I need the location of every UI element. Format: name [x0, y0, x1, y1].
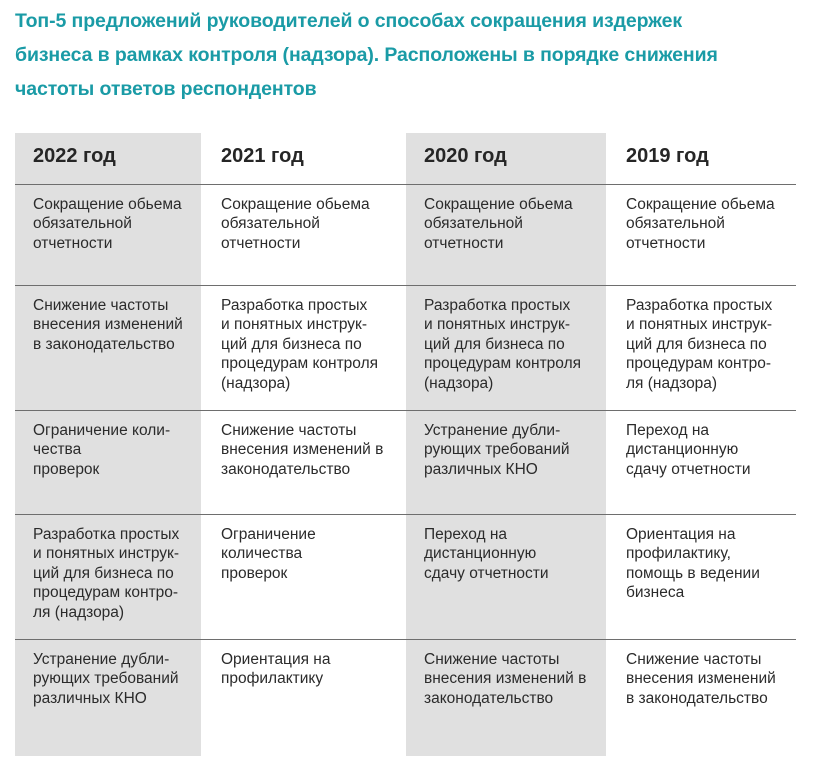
cell-line: внесения изменений [626, 670, 776, 688]
cell-line: Устранение дубли- [33, 651, 170, 668]
table-cell [626, 296, 772, 393]
cell-line: и понятных инструк- [626, 316, 772, 334]
cell-line: различных КНО [424, 460, 538, 478]
cell-line: отчетности [424, 234, 504, 252]
cell-line: рующих требований [424, 441, 570, 459]
cell-line: количества [221, 545, 303, 563]
cell-line: Ограничение коли- [33, 422, 171, 439]
cell-line: обязательной [424, 215, 523, 233]
title-line: бизнеса в рамках контроля (надзора). Расположены в порядке снижения [15, 44, 718, 66]
cell-line: Ограничение [221, 526, 316, 543]
cell-line: помощь в ведении [626, 564, 760, 582]
cell-line: процедурам контро- [626, 355, 772, 373]
cell-line: проверок [221, 564, 288, 582]
cell-line: ций для бизнеса по [221, 335, 362, 353]
cell-line: отчетности [626, 234, 706, 252]
cell-line: законодательство [221, 460, 351, 478]
cell-line: и понятных инструк- [424, 316, 570, 334]
cell-line: Разработка простых [33, 526, 180, 543]
table-cell [424, 195, 573, 253]
table-cell [424, 296, 581, 393]
table-cell [626, 195, 775, 253]
cell-line: Сокращение обьема [221, 196, 370, 213]
cell-line: в законодательство [626, 689, 768, 707]
table-cell [221, 525, 316, 583]
cell-line: дистанционную [424, 545, 537, 563]
cell-line: Устранение дубли- [424, 422, 561, 439]
row-divider [15, 410, 796, 411]
cell-line: сдачу отчетности [626, 460, 751, 478]
table-cell [626, 525, 760, 603]
cell-line: Ориентация на [221, 651, 331, 668]
header-2020: 2020 год [424, 145, 507, 167]
cell-line: профилактику [221, 670, 324, 688]
title-line: частоты ответов респондентов [15, 78, 317, 100]
cell-line: ций для бизнеса по [33, 564, 174, 582]
cell-line: отчетности [33, 234, 113, 252]
cell-line: внесения изменений в [424, 670, 587, 688]
cell-line: Ориентация на [626, 526, 736, 543]
cell-line: чества [33, 441, 82, 459]
cell-line: Снижение частоты [424, 651, 560, 668]
table-cell [221, 296, 378, 393]
cell-line: ля (надзора) [33, 603, 125, 621]
table-cell [221, 650, 330, 689]
cell-line: внесения изменений [33, 316, 183, 334]
cell-line: Сокращение обьема [424, 196, 573, 213]
table-cell [33, 650, 179, 708]
cell-line: различных КНО [33, 689, 147, 707]
cell-line: процедурам контро- [33, 584, 179, 602]
cell-line: рующих требований [33, 670, 179, 688]
cell-line: Снижение частоты [33, 297, 169, 314]
cell-line: отчетности [221, 234, 301, 252]
header-2021: 2021 год [221, 145, 304, 167]
header-2022: 2022 год [33, 145, 116, 167]
page-title [15, 4, 815, 106]
cell-line: и понятных инструк- [33, 545, 179, 563]
table-cell [33, 195, 182, 253]
cell-line: законодательство [424, 689, 554, 707]
table-cell [626, 421, 751, 479]
cell-line: бизнеса [626, 584, 685, 602]
cell-line: процедурам контроля [424, 355, 582, 373]
row-divider [15, 184, 796, 185]
row-divider [15, 285, 796, 286]
header-2019: 2019 год [626, 145, 709, 167]
cell-line: процедурам контроля [221, 355, 379, 373]
table-cell [221, 195, 370, 253]
cell-line: Разработка простых [626, 297, 773, 314]
cell-line: Разработка простых [424, 297, 571, 314]
table-cell [424, 650, 586, 708]
cell-line: (надзора) [424, 374, 494, 392]
cell-line: в законодательство [33, 335, 175, 353]
cell-line: проверок [33, 460, 100, 478]
cell-line: обязательной [33, 215, 132, 233]
proposals-table [15, 133, 796, 756]
table-cell [33, 525, 179, 622]
table-cell [424, 525, 549, 583]
cell-line: Переход на [424, 526, 508, 543]
cell-line: Снижение частоты [626, 651, 762, 668]
cell-line: Переход на [626, 422, 710, 439]
row-divider [15, 514, 796, 515]
cell-line: обязательной [626, 215, 725, 233]
cell-line: сдачу отчетности [424, 564, 549, 582]
cell-line: Снижение частоты [221, 422, 357, 439]
title-line: Топ-5 предложений руководителей о способах сокращения издержек [15, 10, 683, 32]
cell-line: ций для бизнеса по [424, 335, 565, 353]
table-cell [33, 296, 183, 354]
cell-line: дистанционную [626, 441, 739, 459]
cell-line: (надзора) [221, 374, 291, 392]
table-cell [221, 421, 383, 479]
cell-line: ций для бизнеса по [626, 335, 767, 353]
cell-line: Разработка простых [221, 297, 368, 314]
table-cell [33, 421, 170, 479]
cell-line: профилактику, [626, 545, 731, 563]
cell-line: Сокращение обьема [33, 196, 182, 213]
table-cell [626, 650, 776, 708]
cell-line: внесения изменений в [221, 441, 384, 459]
cell-line: Сокращение обьема [626, 196, 775, 213]
cell-line: обязательной [221, 215, 320, 233]
table-cell [424, 421, 570, 479]
cell-line: ля (надзора) [626, 374, 718, 392]
row-divider [15, 639, 796, 640]
cell-line: и понятных инструк- [221, 316, 367, 334]
